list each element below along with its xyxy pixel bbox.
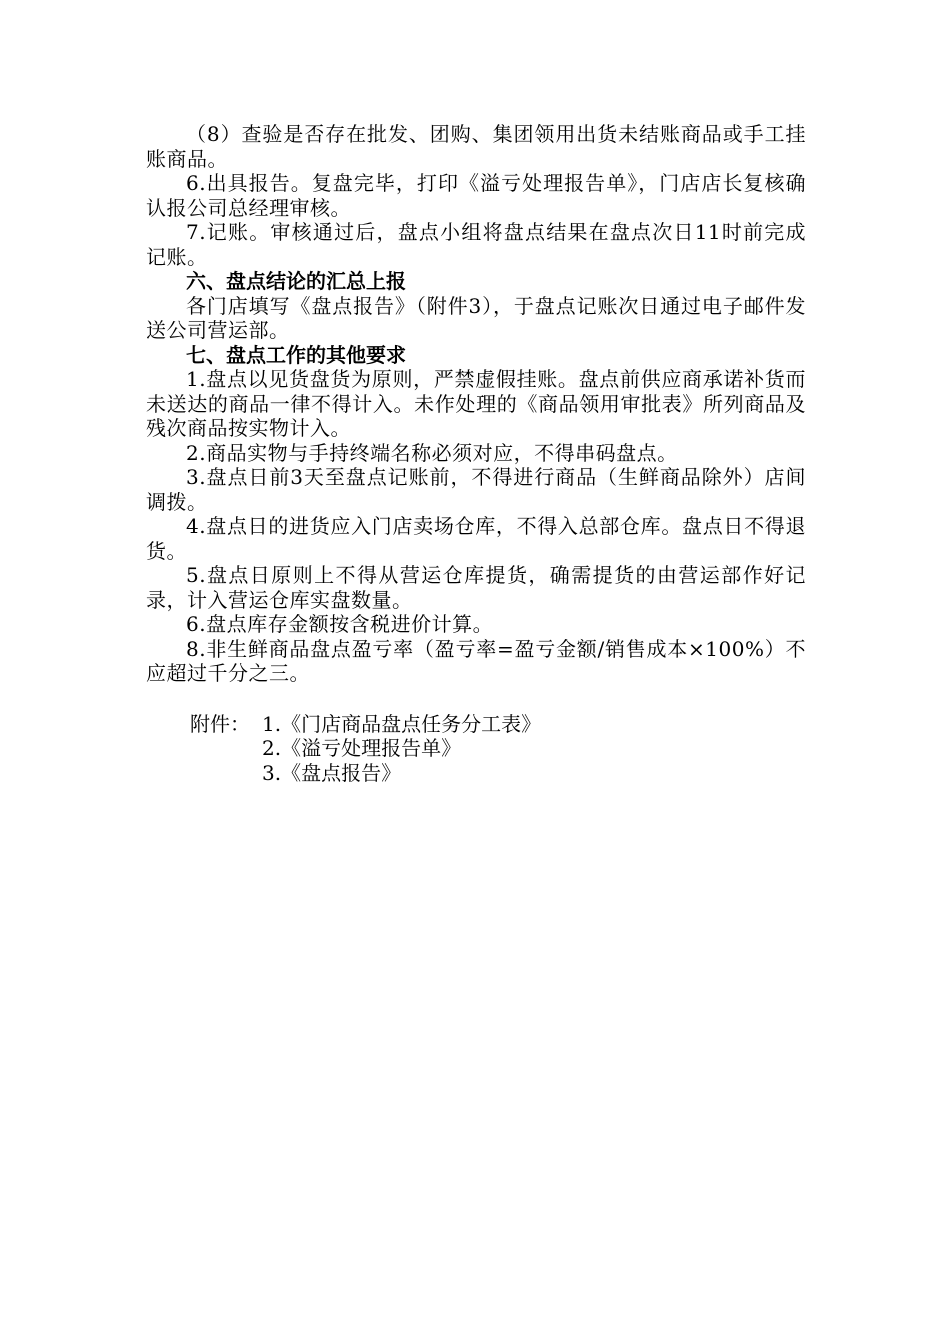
requirement-2: 2.商品实物与手持终端名称必须对应，不得串码盘点。	[186, 440, 678, 465]
attachment-item: 1.《门店商品盘点任务分工表》	[262, 711, 542, 736]
attachment-item: 3.《盘点报告》	[262, 760, 402, 785]
attachment-row-3	[146, 761, 806, 786]
attachments-list	[146, 712, 806, 786]
paragraph-issue-report: 6.出具报告。复盘完毕，打印《溢亏处理报告单》，门店店长复核确认报公司总经理审核。	[146, 171, 806, 220]
document-body	[146, 122, 806, 785]
requirement-4: 4.盘点日的进货应入门店卖场仓库，不得入总部仓库。盘点日不得退货。	[146, 514, 806, 563]
section-heading-7: 七、盘点工作的其他要求	[186, 342, 406, 367]
paragraph-item-8: （8）查验是否存在批发、团购、集团领用出货未结账商品或手工挂账商品。	[146, 122, 806, 171]
requirement-5: 5.盘点日原则上不得从营运仓库提货，确需提货的由营运部作好记录，计入营运仓库实盘数量。	[146, 563, 806, 612]
requirement-3: 3.盘点日前3天至盘点记账前，不得进行商品（生鲜商品除外）店间调拨。	[146, 465, 806, 514]
paragraph-summary-report: 各门店填写《盘点报告》（附件3），于盘点记账次日通过电子邮件发送公司营运部。	[146, 293, 806, 342]
attachment-row-2	[146, 736, 806, 761]
attachment-row-1	[146, 712, 806, 737]
requirement-8: 8.非生鲜商品盘点盈亏率（盈亏率=盈亏金额/销售成本×100%）不应超过千分之三。	[146, 636, 806, 685]
requirement-1: 1.盘点以见货盘货为原则，严禁虚假挂账。盘点前供应商承诺补货而未送达的商品一律不得计入。未作处理的《商品领用审批表》所列商品及残次商品按实物计入。	[146, 367, 806, 440]
paragraph-bookkeeping: 7.记账。审核通过后，盘点小组将盘点结果在盘点次日11时前完成记账。	[146, 220, 806, 269]
requirement-6: 6.盘点库存金额按含税进价计算。	[186, 612, 494, 636]
section-heading-6: 六、盘点结论的汇总上报	[186, 269, 406, 293]
attachments-label: 附件：	[190, 711, 250, 736]
attachment-item: 2.《溢亏处理报告单》	[262, 736, 462, 760]
